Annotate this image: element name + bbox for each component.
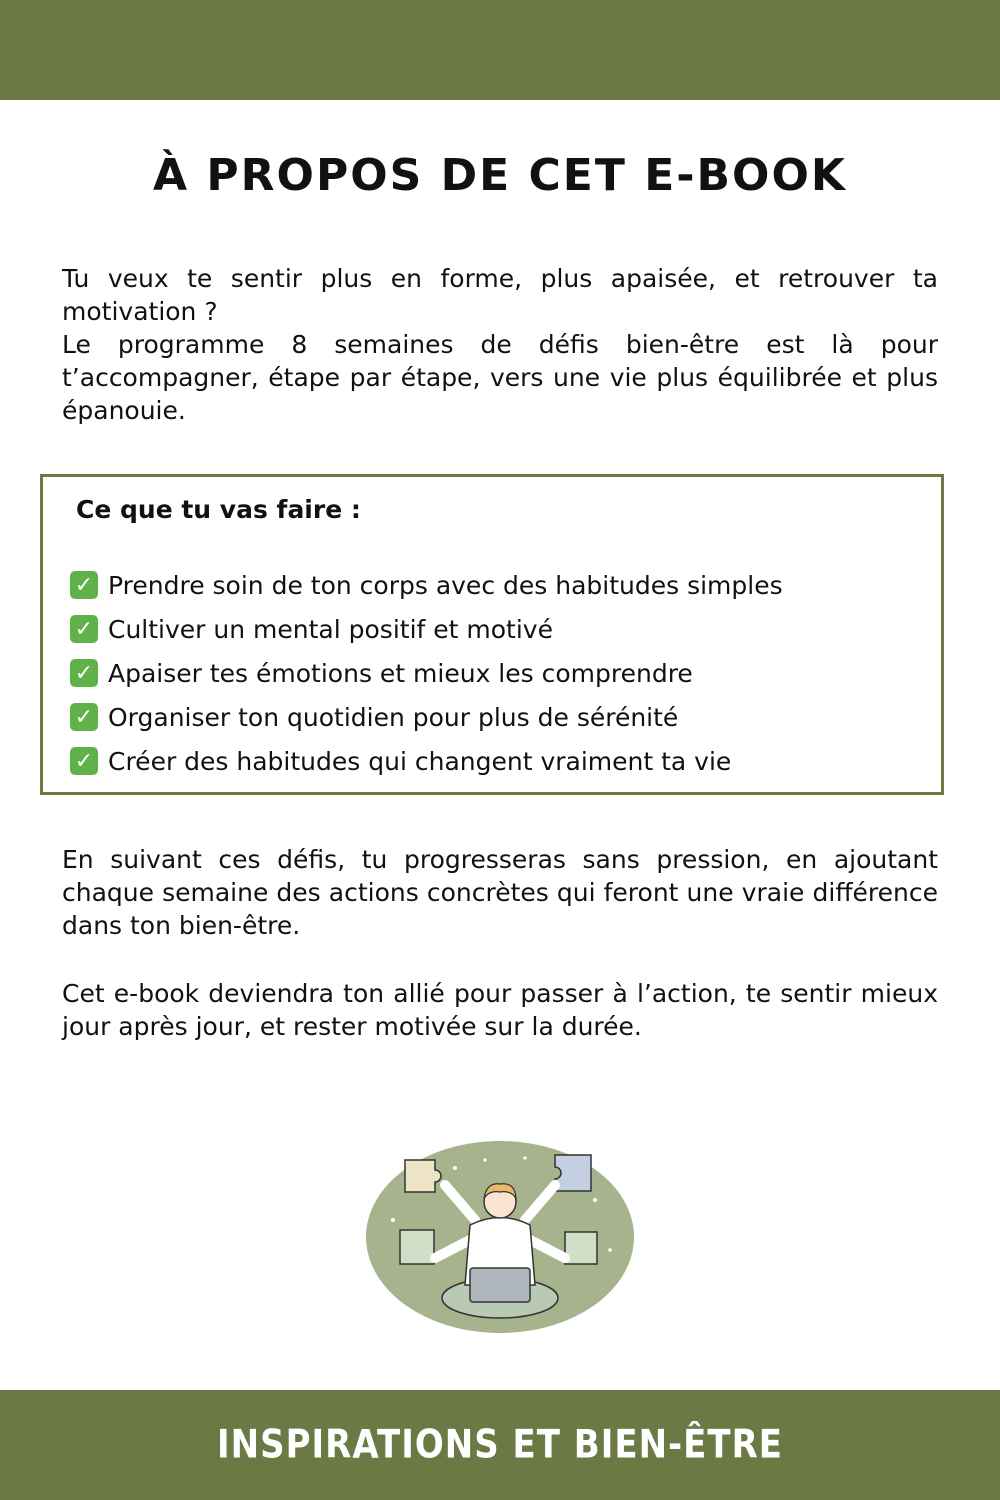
goals-list: [70, 563, 783, 783]
intro-line-2: Le programme 8 semaines de défis bien-être est là pour t’accompagner, étape par étape, vers une vie plus équilibrée et plus épanouie.: [62, 330, 938, 425]
list-item: ✓ Prendre soin de ton corps avec des habitudes simples: [70, 563, 783, 607]
goals-box: [40, 474, 944, 795]
ally-paragraph: Cet e-book deviendra ton allié pour passer à l’action, te sentir mieux jour après jour, et rester motivée sur la durée.: [62, 979, 938, 1041]
check-icon: ✓: [70, 703, 98, 731]
multitasking-illustration: [365, 1140, 635, 1335]
list-item: ✓ Cultiver un mental positif et motivé: [70, 607, 783, 651]
footer-text: INSPIRATIONS ET BIEN-ÊTRE: [217, 1422, 783, 1468]
intro-paragraph: [62, 262, 938, 427]
page-title: À PROPOS DE CET E-BOOK: [153, 150, 847, 201]
footer-band: [0, 1390, 1000, 1500]
top-band: [0, 0, 1000, 100]
check-icon: ✓: [70, 615, 98, 643]
check-icon: ✓: [70, 747, 98, 775]
laptop-icon: [470, 1268, 530, 1302]
goals-box-title: Ce que tu vas faire :: [76, 495, 361, 524]
list-item: ✓ Créer des habitudes qui changent vraiment ta vie: [70, 739, 783, 783]
progress-paragraph: En suivant ces défis, tu progresseras sans pression, en ajoutant chaque semaine des actions concrètes qui feront une vraie différence dans ton bien-être.: [62, 845, 938, 940]
check-icon: ✓: [70, 571, 98, 599]
list-item: ✓ Apaiser tes émotions et mieux les comprendre: [70, 651, 783, 695]
intro-line-1: Tu veux te sentir plus en forme, plus apaisée, et retrouver ta motivation ?: [62, 264, 938, 326]
check-icon: ✓: [70, 659, 98, 687]
list-item: ✓ Organiser ton quotidien pour plus de sérénité: [70, 695, 783, 739]
